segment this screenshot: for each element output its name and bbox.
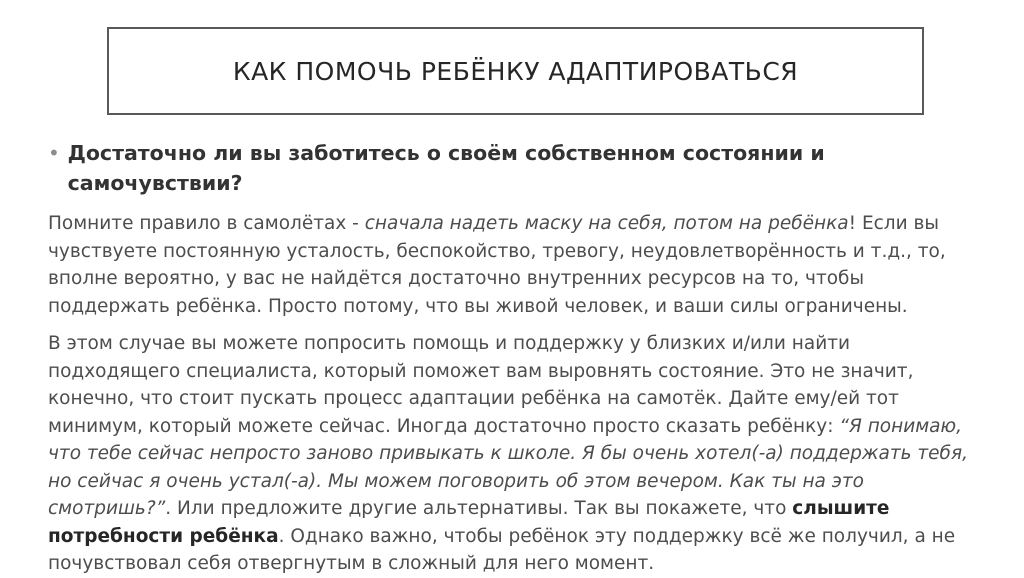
bullet-question: Достаточно ли вы заботитесь о своём собственном состоянии и самочувствии? — [67, 141, 825, 195]
paragraph-1-text-b: ! Если вы чувствуете постоянную усталость, беспокойство, тревогу, неудовлетворённость и т.д., то, вполне вероятно, у вас не найдётся достаточно внутренних ресурсов на то, чтобы поддержать ребёнка. Просто потому, что вы живой человек, и ваши силы ограничены. — [48, 213, 946, 317]
paragraph-2-quote: “Я понимаю, что тебе сейчас непросто заново привыкать к школе. Я бы очень хотел(-а) поддержать тебя, но сейчас я очень устал(-а). Мы можем поговорить об этом вечером. Как ты на это смотришь?” — [48, 415, 968, 519]
bullet-item — [48, 138, 988, 198]
paragraph-2-text-a: В этом случае вы можете попросить помощь и поддержку у близких и/или найти подходящего специалиста, который поможет вам выровнять состояние. Это не значит, конечно, что стоит пускать процесс адаптации ребёнка на самотёк. Дайте ему/ей тот минимум, который можете сейчас. Иногда достаточно просто сказать ребёнку: — [48, 333, 914, 437]
paragraph-2-text-b: . Или предложите другие альтернативы. Так вы покажете, что — [165, 498, 793, 519]
paragraph-2-text-c: . Однако важно, чтобы ребёнок эту поддержку всё же получил, а не почувствовал себя отвергнутым в сложный для него момент. — [48, 525, 956, 574]
paragraph-1 — [48, 210, 988, 320]
slide-title: КАК ПОМОЧЬ РЕБЁНКУ АДАПТИРОВАТЬСЯ — [232, 56, 799, 86]
paragraph-1-text-a: Помните правило в самолётах - — [48, 213, 365, 234]
paragraph-1-italic: сначала надеть маску на себя, потом на ребёнка — [364, 213, 849, 234]
bullet-marker: • — [48, 141, 60, 165]
paragraph-2-bold: слышите потребности ребёнка — [48, 498, 890, 547]
slide-content — [48, 138, 988, 578]
title-box — [107, 27, 924, 115]
paragraph-2 — [48, 330, 988, 578]
